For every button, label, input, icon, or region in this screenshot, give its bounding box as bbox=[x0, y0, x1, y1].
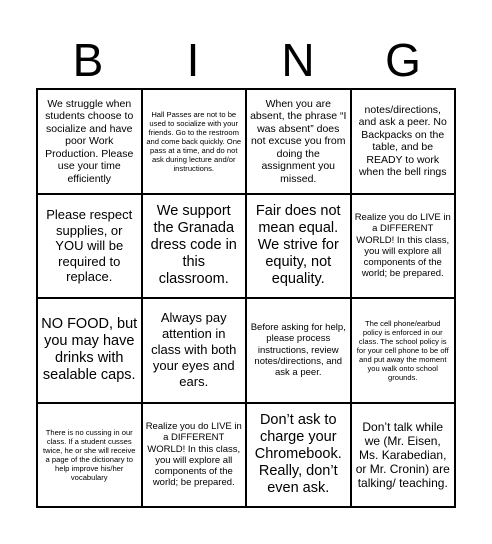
bingo-cell[interactable]: Hall Passes are not to be used to socialize with your friends. Go to the restroom and come back quickly. One pass at a time, and do not ask during lecture and/or instructions. bbox=[142, 89, 247, 194]
bingo-cell[interactable]: Don’t ask to charge your Chromebook. Really, don’t even ask. bbox=[246, 403, 351, 508]
bingo-cell[interactable]: Always pay attention in class with both your eyes and ears. bbox=[142, 298, 247, 403]
bingo-cell[interactable]: Don’t talk while we (Mr. Eisen, Ms. Karabedian, or Mr. Cronin) are talking/ teaching. bbox=[351, 403, 456, 508]
header-letter-b: B bbox=[72, 34, 104, 86]
bingo-cell[interactable]: Realize you do LIVE in a DIFFERENT WORLD! In this class, you will explore all components of the world; be prepared. bbox=[351, 194, 456, 299]
bingo-card-grid bbox=[36, 88, 456, 508]
bingo-cell[interactable]: There is no cussing in our class. If a student cusses twice, he or she will receive a page of the dictionary to help improve his/her vocabulary bbox=[37, 403, 142, 508]
bingo-cell[interactable]: Please respect supplies, or YOU will be required to replace. bbox=[37, 194, 142, 299]
header-letter-n: N bbox=[281, 34, 315, 86]
bingo-cell[interactable]: The cell phone/earbud policy is enforced in our class. The school policy is for your cell phone to be off and put away the moment you walk onto school grounds. bbox=[351, 298, 456, 403]
bingo-cell[interactable]: We struggle when students choose to socialize and have poor Work Production. Please use your time efficiently bbox=[37, 89, 142, 194]
bingo-cell[interactable]: When you are absent, the phrase “I was absent” does not excuse you from doing the assignment you missed. bbox=[246, 89, 351, 194]
bingo-cell[interactable]: We support the Granada dress code in this classroom. bbox=[142, 194, 247, 299]
header-letter-g: G bbox=[385, 34, 421, 86]
bingo-cell[interactable]: Before asking for help, please process instructions, review notes/directions, and ask a peer. bbox=[246, 298, 351, 403]
bingo-cell[interactable]: NO FOOD, but you may have drinks with sealable caps. bbox=[37, 298, 142, 403]
bingo-cell[interactable]: Fair does not mean equal. We strive for equity, not equality. bbox=[246, 194, 351, 299]
bingo-cell[interactable]: Realize you do LIVE in a DIFFERENT WORLD! In this class, you will explore all components of the world; be prepared. bbox=[142, 403, 247, 508]
header-letter-i: I bbox=[186, 34, 200, 86]
bingo-header bbox=[36, 30, 456, 90]
bingo-cell[interactable]: notes/directions, and ask a peer. No Backpacks on the table, and be READY to work when the bell rings bbox=[351, 89, 456, 194]
